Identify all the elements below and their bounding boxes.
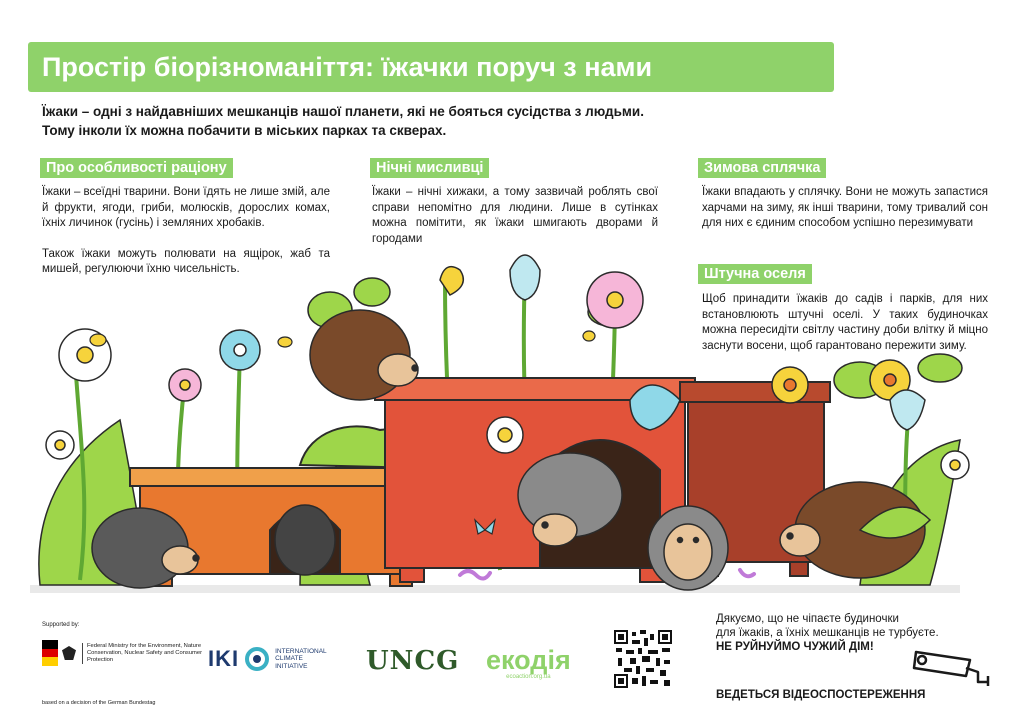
thanks-line-1: Дякуємо, що не чіпаєте будиночки — [716, 613, 899, 625]
ekodia-logo — [486, 646, 571, 680]
video-surveillance-notice: ВЕДЕТЬСЯ ВІДЕОСПОСТЕРЕЖЕННЯ — [716, 689, 926, 701]
uncg-logo: UNCG — [366, 646, 460, 676]
hedgehog-sitting — [648, 506, 728, 590]
section-label-house: Штучна оселя — [698, 264, 812, 284]
section-text-winter: Їжаки впадають у сплячку. Вони не можуть запастися харчами на зиму, як інші тварини, тому тривалий сон для них є єдиним способом успішно перезимувати — [702, 186, 988, 229]
iki-wordmark: IKI — [208, 646, 240, 671]
ministry-text: Federal Ministry for the Environment, Nature Conservation, Nuclear Safety and Consumer Protection — [82, 643, 222, 664]
iki-sub-3: INITIATIVE — [275, 662, 308, 670]
ministry-logo — [42, 640, 222, 666]
section-label-night: Нічні мисливці — [370, 158, 489, 178]
hedgehog-garden-illustration — [0, 240, 1024, 610]
iki-sub-2: CLIMATE — [275, 655, 303, 663]
supported-by-label: Supported by: — [42, 622, 80, 628]
diet-paragraph-2: Також їжаки можуть полювати на ящірок, жаб та мишей, регулюючи їхню чисельність. — [42, 247, 330, 275]
iki-ring-icon — [245, 647, 269, 671]
iki-sub-1: INTERNATIONAL — [275, 647, 327, 655]
title-banner — [28, 42, 834, 92]
intro-line-1: Їжаки – одні з найдавніших мешканців нашої планети, які не бояться сусідства з людьми. — [42, 104, 644, 119]
thanks-strong: НЕ РУЙНУЙМО ЧУЖИЙ ДІМ! — [716, 641, 874, 653]
intro-text — [42, 102, 762, 140]
flowers — [46, 255, 969, 479]
qr-code-icon[interactable] — [614, 630, 672, 688]
section-label-diet: Про особливості раціону — [40, 158, 233, 178]
page-title: Простір біорізноманіття: їжачки поруч з нами — [42, 52, 653, 82]
intro-line-2: Тому інколи їх можна побачити в міських парках та скверах. — [42, 123, 447, 138]
thanks-line-2: для їжаків, а їхніх мешканців не турбуєте. — [716, 627, 939, 639]
iki-logo — [208, 646, 327, 672]
section-text-night: Їжаки – нічні хижаки, а тому зазвичай роблять свої справи непомітно для людини. Лише в сутінках можна помітити, як їжаки шмигають дворами й городами — [372, 186, 658, 245]
security-camera-icon — [910, 646, 992, 688]
section-label-winter: Зимова сплячка — [698, 158, 826, 178]
hedgehog-in-door — [275, 505, 335, 575]
section-text-house: Щоб принадити їжаків до садів і парків, для них встановлюють штучні оселі. У таких будиночках можна пересидіти світлу частину доби влітку й міцно заснути восени, щоб гарантовано пережити зиму. — [702, 293, 988, 352]
ekodia-url: ecoaction.org.ua — [506, 674, 551, 680]
diet-paragraph-1: Їжаки – всеїдні тварини. Вони їдять не лише змій, але й фрукти, ягоди, гриби, молюсків, дорослих комах, їхніх личинок (гусінь) і земляних хробаків. — [42, 186, 330, 229]
bundestag-note: based on a decision of the German Bundestag — [42, 700, 156, 706]
ekodia-wordmark: екодія — [486, 645, 571, 675]
eagle-icon — [62, 646, 76, 660]
germany-flag-icon — [42, 640, 58, 666]
iki-subtitle — [275, 648, 327, 671]
